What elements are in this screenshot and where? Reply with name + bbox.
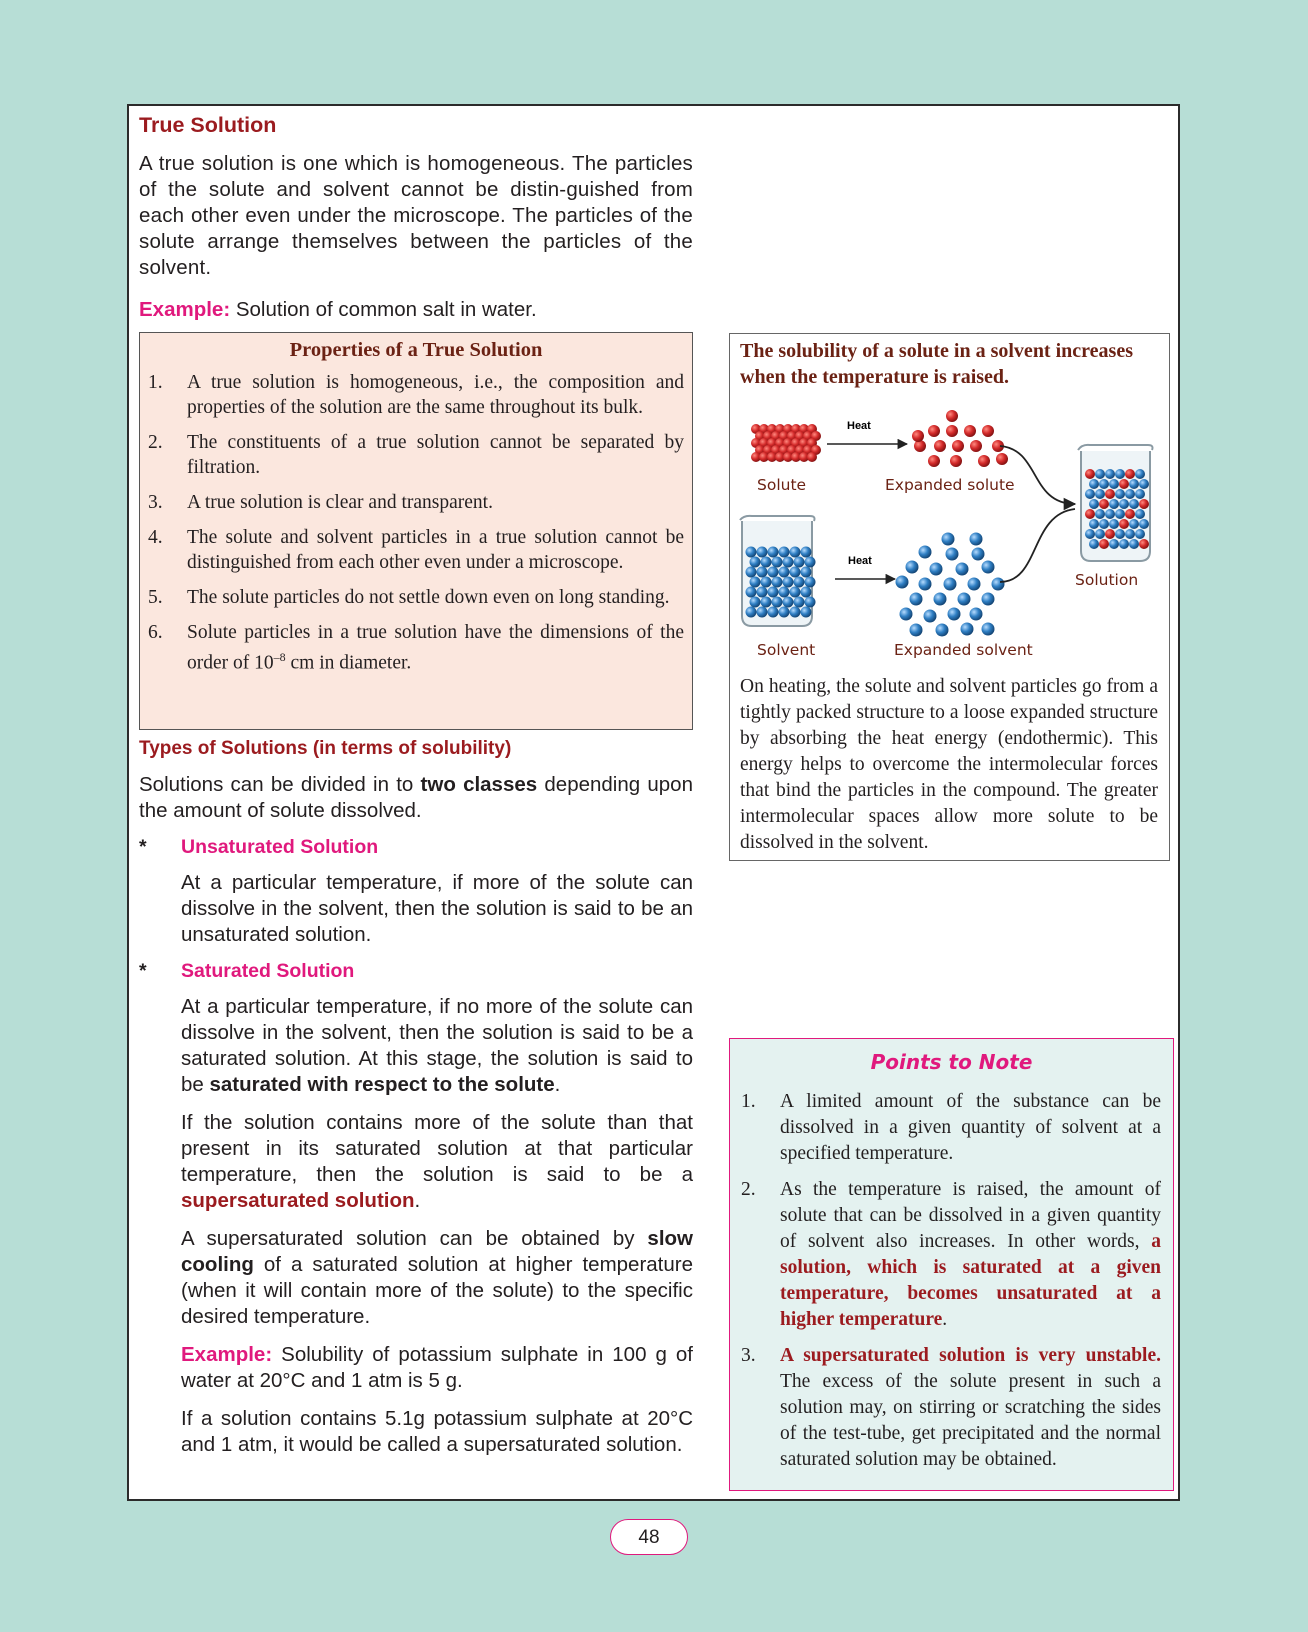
particle: [1129, 499, 1139, 509]
particle: [1135, 509, 1145, 519]
particle: [794, 577, 805, 588]
particle: [1119, 539, 1129, 549]
particle: [790, 607, 801, 618]
expanded-solvent-label: Expanded solvent: [894, 641, 1033, 659]
particle: [779, 567, 790, 578]
true-solution-section: [139, 112, 693, 323]
note-bold: a solution, which is saturated at a given temperature, becomes unsaturated at a higher temperature: [780, 1231, 1161, 1330]
particle: [779, 607, 790, 618]
particle: [1095, 509, 1105, 519]
particle: [964, 425, 976, 437]
particle: [1135, 489, 1145, 499]
particle: [978, 455, 990, 467]
list-item: [148, 620, 684, 676]
particle: [1089, 499, 1099, 509]
item-number: 5.: [148, 587, 163, 608]
page-number: 48: [610, 1519, 688, 1555]
unsaturated-paragraph: At a particular temperature, if more of the solute can dissolve in the solvent, then the solution is said to be an unsaturated solution.: [181, 871, 693, 946]
particle: [1115, 529, 1125, 539]
particle: [961, 623, 974, 636]
particle: [968, 578, 981, 591]
particle: [906, 561, 919, 574]
particle: [772, 597, 783, 608]
particle: [992, 578, 1005, 591]
particle: [1129, 539, 1139, 549]
particle: [757, 587, 768, 598]
particle: [1125, 469, 1135, 479]
particle: [1105, 489, 1115, 499]
particle: [746, 567, 757, 578]
particle: [1105, 509, 1115, 519]
particle: [982, 561, 995, 574]
solute-label: Solute: [757, 476, 807, 494]
particle: [746, 587, 757, 598]
particle: [772, 557, 783, 568]
example-label: Example:: [181, 1343, 273, 1366]
particle: [928, 455, 940, 467]
particle: [772, 577, 783, 588]
points-to-note-box: [729, 1038, 1174, 1491]
particle: [1085, 489, 1095, 499]
item-text-end: cm in diameter.: [285, 652, 412, 674]
types-intro-end: depending upon the amount of solute dissolved.: [139, 773, 693, 822]
obtain-end: of a saturated solution at higher temperature (when it will contain more of the solute) to the specific desired temperature.: [181, 1253, 693, 1328]
supersaturated-end: .: [414, 1189, 421, 1212]
merge-arrow-bottom: [1000, 509, 1075, 582]
list-item: [148, 490, 684, 515]
particle: [996, 453, 1008, 465]
particle: [1129, 519, 1139, 529]
saturated-end: .: [554, 1073, 561, 1096]
item-number: 1.: [148, 372, 163, 393]
solution-beaker-icon: [1078, 445, 1153, 561]
item-text: The solute and solvent particles in a true solution cannot be distinguished from each other even under a microscope.: [187, 527, 684, 573]
particle: [1085, 509, 1095, 519]
item-text: The constituents of a true solution cannot be separated by filtration.: [187, 432, 684, 478]
types-intro-bold: two classes: [420, 773, 538, 796]
note-text: A limited amount of the substance can be dissolved in a given quantity of solvent at a specified temperature.: [780, 1091, 1161, 1164]
particle: [982, 623, 995, 636]
particle: [948, 608, 961, 621]
particle: [1129, 479, 1139, 489]
solubility-box: [729, 333, 1170, 861]
types-section: [139, 736, 693, 1458]
particle: [1125, 529, 1135, 539]
particle: [1109, 499, 1119, 509]
solute-packed-icon: [751, 424, 821, 462]
note-text: As the temperature is raised, the amount of solute that can be dissolved in a given quantity of solvent also increases. In other words,: [780, 1179, 1161, 1252]
particle: [1099, 539, 1109, 549]
note-number: 2.: [741, 1179, 756, 1200]
particle: [779, 587, 790, 598]
solvent-beaker-icon: [740, 516, 816, 626]
saturated-heading: Saturated Solution: [181, 960, 355, 982]
particle: [1125, 509, 1135, 519]
solubility-caption: On heating, the solute and solvent particles go from a tightly packed structure to a loose expanded structure by absorbing the heat energy (endothermic). This energy helps to overcome the intermolecular forces that bind the particles in the compound. The greater intermolecular spaces allow more solute to be dissolved in the solvent.: [740, 676, 1158, 853]
last-paragraph: If a solution contains 5.1g potassium sulphate at 20°C and 1 atm, it would be called a supersaturated solution.: [181, 1407, 693, 1456]
particle: [1119, 519, 1129, 529]
particle: [794, 557, 805, 568]
note-text-end: .: [942, 1309, 948, 1330]
item-text: A true solution is homogeneous, i.e., the composition and properties of the solution are the same throughout its bulk.: [187, 372, 684, 418]
particle: [944, 578, 957, 591]
solvent-label: Solvent: [757, 641, 816, 659]
properties-box: [139, 332, 693, 730]
particle: [942, 533, 955, 546]
particle: [1109, 539, 1119, 549]
particle: [1095, 489, 1105, 499]
particle: [746, 607, 757, 618]
item-number: 2.: [148, 432, 163, 453]
particle: [1135, 529, 1145, 539]
particle: [896, 576, 909, 589]
particle: [1089, 539, 1099, 549]
particle: [928, 425, 940, 437]
particle: [970, 608, 983, 621]
types-intro: Solutions can be divided in to: [139, 773, 421, 796]
merge-arrow-top: [1000, 446, 1075, 504]
particle: [783, 557, 794, 568]
note-item: [741, 1177, 1161, 1333]
particle: [936, 624, 949, 637]
saturated-paragraph: At a particular temperature, if no more of the solute can dissolve in the solvent, then the solution is said to be a saturated solution. At this stage, the solution is said to be: [181, 995, 693, 1096]
particle: [757, 607, 768, 618]
example-label: Example:: [139, 298, 231, 321]
particle: [912, 430, 924, 442]
particle: [1095, 469, 1105, 479]
heat-label-1: Heat: [847, 420, 871, 432]
obtain-bold: slow cooling: [181, 1227, 693, 1276]
particle: [924, 610, 937, 623]
particle: [783, 577, 794, 588]
particle: [1089, 519, 1099, 529]
particle: [801, 547, 812, 558]
particle: [1099, 479, 1109, 489]
particle: [757, 547, 768, 558]
particle: [934, 440, 946, 452]
particle: [1115, 489, 1125, 499]
particle: [750, 577, 761, 588]
particle: [1095, 529, 1105, 539]
particle: [946, 548, 959, 561]
unsaturated-heading: Unsaturated Solution: [181, 836, 379, 858]
particle: [1099, 499, 1109, 509]
note-bold: A supersaturated solution is very unstable.: [780, 1345, 1161, 1366]
particle: [982, 593, 995, 606]
particle: [1109, 479, 1119, 489]
particle: [1085, 469, 1095, 479]
example-text: Solution of common salt in water.: [230, 298, 537, 321]
particle: [970, 533, 983, 546]
particle: [768, 567, 779, 578]
particle: [1115, 509, 1125, 519]
item-text: Solute particles in a true solution have the dimensions of the order of 10: [187, 622, 684, 674]
particle: [761, 597, 772, 608]
supersaturated-term: supersaturated solution: [181, 1189, 415, 1212]
particle: [914, 440, 926, 452]
particle: [1089, 479, 1099, 489]
particle: [768, 547, 779, 558]
particle: [1119, 479, 1129, 489]
note-number: 3.: [741, 1345, 756, 1366]
particle: [956, 563, 969, 576]
expanded-solute-icon: [912, 410, 1008, 467]
particle: [919, 546, 932, 559]
particle: [1139, 479, 1149, 489]
list-item: [148, 430, 684, 480]
particle: [972, 548, 985, 561]
item-number: 3.: [148, 492, 163, 513]
true-solution-paragraph: A true solution is one which is homogeneous. The particles of the solute and solvent cannot be distin-guished from each other even under the microscope. The particles of the solute arrange themselves between the particles of the solvent.: [139, 152, 693, 279]
expanded-solvent-icon: [896, 533, 1005, 637]
list-item: [148, 585, 684, 610]
particle: [910, 593, 923, 606]
particle: [952, 440, 964, 452]
particle: [805, 557, 816, 568]
supersaturated-paragraph: If the solution contains more of the solute than that present in its saturated solution at that particular temperature, then the solution is said to be a: [181, 1111, 693, 1186]
properties-list: [140, 370, 692, 676]
particle: [790, 547, 801, 558]
particle: [950, 455, 962, 467]
particle: [790, 567, 801, 578]
particle: [794, 597, 805, 608]
particle: [805, 577, 816, 588]
bullet: *: [139, 836, 147, 858]
particle: [1139, 539, 1149, 549]
particle: [1109, 519, 1119, 529]
particle: [1105, 529, 1115, 539]
obtain-paragraph: A supersaturated solution can be obtained by: [181, 1227, 648, 1250]
particle: [783, 597, 794, 608]
solution-label: Solution: [1075, 571, 1139, 589]
saturated-heading-row: [139, 958, 693, 984]
saturated-bold: saturated with respect to the solute: [209, 1073, 555, 1096]
note-item: [741, 1089, 1161, 1167]
particle: [750, 597, 761, 608]
particle: [958, 593, 971, 606]
particle: [1135, 469, 1145, 479]
particle: [930, 563, 943, 576]
item-number: 6.: [148, 622, 163, 643]
expanded-solute-label: Expanded solute: [885, 476, 1015, 494]
note-number: 1.: [741, 1091, 756, 1112]
particle: [1119, 499, 1129, 509]
particle: [768, 587, 779, 598]
particle: [910, 624, 923, 637]
item-text: The solute particles do not settle down even on long standing.: [187, 587, 670, 608]
unsaturated-heading-row: [139, 834, 693, 860]
particle: [779, 547, 790, 558]
heat-label-2: Heat: [848, 555, 872, 567]
particle: [1105, 469, 1115, 479]
particle: [946, 410, 958, 422]
bullet: *: [139, 960, 147, 982]
particle: [1085, 529, 1095, 539]
note-text: The excess of the solute present in such a solution may, on stirring or scratching the sides of the test-tube, get precipitated and the normal saturated solution may be obtained.: [780, 1371, 1161, 1470]
particle: [982, 425, 994, 437]
particle: [805, 597, 816, 608]
particle: [1115, 469, 1125, 479]
particle: [750, 557, 761, 568]
particle: [900, 608, 913, 621]
list-item: [148, 370, 684, 420]
true-solution-heading: True Solution: [139, 113, 277, 137]
particle: [919, 578, 932, 591]
particle: [746, 547, 757, 558]
particle: [934, 593, 947, 606]
item-number: 4.: [148, 527, 163, 548]
properties-title: Properties of a True Solution: [289, 339, 543, 361]
particle: [801, 587, 812, 598]
particle: [790, 587, 801, 598]
example-text: Solubility of potassium sulphate in 100 g of water at 20°C and 1 atm is 5 g.: [181, 1343, 693, 1392]
note-item: [741, 1343, 1161, 1473]
particle: [801, 607, 812, 618]
item-text: A true solution is clear and transparent.: [187, 492, 493, 513]
solubility-title: The solubility of a solute in a solvent increases when the temperature is raised.: [740, 340, 1133, 388]
exponent: –8: [273, 650, 286, 664]
page-frame: [127, 104, 1180, 1501]
particle: [768, 607, 779, 618]
particle: [761, 557, 772, 568]
particle: [970, 440, 982, 452]
particle: [1125, 489, 1135, 499]
list-item: [148, 525, 684, 575]
types-heading: Types of Solutions (in terms of solubility): [139, 738, 512, 759]
particle: [1099, 519, 1109, 529]
particle: [757, 567, 768, 578]
particle: [801, 567, 812, 578]
particle: [807, 452, 817, 462]
particle: [1139, 499, 1149, 509]
points-title: Points to Note: [870, 1050, 1033, 1074]
particle: [946, 425, 958, 437]
particle: [761, 577, 772, 588]
particle: [1139, 519, 1149, 529]
